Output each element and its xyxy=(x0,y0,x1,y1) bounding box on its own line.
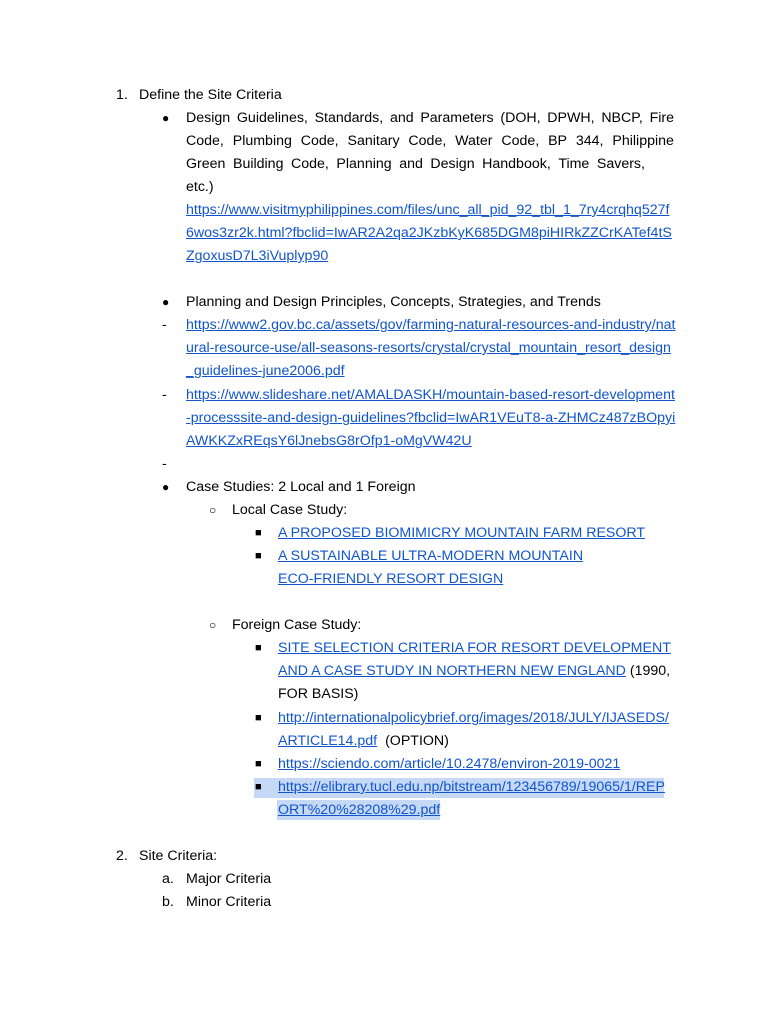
bullet-marker: ● xyxy=(162,480,170,494)
policy-brief-note: (OPTION) xyxy=(385,733,449,749)
local-case-label: Local Case Study: xyxy=(232,502,348,518)
dash-marker: - xyxy=(162,317,167,333)
square-marker: ■ xyxy=(255,527,262,539)
word: Code, xyxy=(291,156,329,172)
slideshare-link[interactable]: https://www.slideshare.net/AMALDASKH/mountain-based-resort-development xyxy=(186,387,675,403)
site-selection-link-cont[interactable]: AND A CASE STUDY IN NORTHERN NEW ENGLAND xyxy=(278,663,626,679)
elibrary-link[interactable]: https://elibrary.tucl.edu.np/bitstream/123456789/19065/1/REP xyxy=(278,779,665,795)
bullet-marker: ● xyxy=(162,295,170,309)
word: Green xyxy=(186,156,226,172)
bullet-marker: ● xyxy=(162,111,170,125)
guidelines-line-1 xyxy=(186,108,674,128)
site-selection-note: (1990, xyxy=(629,663,671,679)
word: Sanitary xyxy=(347,133,400,149)
word: BP xyxy=(548,133,568,149)
site-selection-note-cont: FOR BASIS) xyxy=(278,686,359,702)
foreign-case-label: Foreign Case Study: xyxy=(232,617,362,633)
word: 344, xyxy=(575,133,604,149)
word: Guidelines, xyxy=(236,110,308,126)
dash-marker: - xyxy=(162,387,167,403)
case-studies-text: Case Studies: 2 Local and 1 Foreign xyxy=(186,479,416,495)
word: and xyxy=(389,110,414,126)
word: Philippine xyxy=(612,133,674,149)
dash-marker: - xyxy=(162,456,167,472)
item1-title: Define the Site Criteria xyxy=(139,87,282,103)
word: Design xyxy=(186,110,231,126)
word: (DOH, xyxy=(500,110,541,126)
slideshare-link-cont[interactable]: AWKKZxREqsY6lJnebsG8rOfp1-oMgVW42U xyxy=(186,433,472,449)
sciendo-link[interactable]: https://sciendo.com/article/10.2478/environ-2019-0021 xyxy=(278,756,621,772)
visitmyphilippines-link-cont[interactable]: ZgoxusD7L3iVuplyp90 xyxy=(186,248,329,264)
biomimicry-resort-link[interactable]: A PROPOSED BIOMIMICRY MOUNTAIN FARM RESORT xyxy=(278,525,646,541)
ultra-modern-resort-link-cont[interactable]: ECO-FRIENDLY RESORT DESIGN xyxy=(278,571,504,587)
square-marker: ■ xyxy=(255,712,262,724)
word: Time xyxy=(558,156,590,172)
word: Code, xyxy=(186,133,224,149)
word: Standards, xyxy=(314,110,384,126)
word: and xyxy=(399,156,423,172)
policy-brief-line-2 xyxy=(278,731,449,751)
circle-marker: ○ xyxy=(209,618,217,632)
circle-marker: ○ xyxy=(209,503,217,517)
item2-title: Site Criteria: xyxy=(139,848,218,864)
square-marker: ■ xyxy=(255,781,262,793)
word: Code, xyxy=(501,133,540,149)
word: Water xyxy=(455,133,493,149)
word: Building xyxy=(232,156,284,172)
word: Parameters xyxy=(420,110,494,126)
policy-brief-link[interactable]: http://internationalpolicybrief.org/images/2018/JULY/IJASEDS/ xyxy=(278,710,669,726)
word: Savers, xyxy=(596,156,645,172)
site-selection-line-2 xyxy=(278,661,670,681)
word: DPWH, xyxy=(547,110,595,126)
word: Code, xyxy=(300,133,339,149)
elibrary-link-cont[interactable]: ORT%20%28208%29.pdf xyxy=(278,802,441,818)
list-number-1: 1. xyxy=(116,87,128,103)
word: Design xyxy=(430,156,475,172)
visitmyphilippines-link-cont[interactable]: 6wos3zr2k.html?fbclid=IwAR2A2qa2JKzbKyK685DGM8piHIRkZZCrKATef4tS xyxy=(186,225,672,241)
major-criteria: Major Criteria xyxy=(186,871,272,887)
list-number-2: 2. xyxy=(116,848,128,864)
guidelines-line-2 xyxy=(186,131,674,151)
word: Code, xyxy=(408,133,447,149)
square-marker: ■ xyxy=(255,758,262,770)
word: NBCP, xyxy=(601,110,643,126)
gov-bc-link-cont[interactable]: ural-resource-use/all-seasons-resorts/crystal/crystal_mountain_resort_design xyxy=(186,340,671,356)
visitmyphilippines-link[interactable]: https://www.visitmyphilippines.com/files/unc_all_pid_92_tbl_1_7ry4crqhq527f xyxy=(186,202,670,218)
word: Fire xyxy=(649,110,674,126)
word: Plumbing xyxy=(232,133,292,149)
sub-marker-a: a. xyxy=(162,871,174,887)
word: Handbook, xyxy=(482,156,551,172)
minor-criteria: Minor Criteria xyxy=(186,894,272,910)
square-marker: ■ xyxy=(255,642,262,654)
guidelines-line-4: etc.) xyxy=(186,179,214,195)
sub-marker-b: b. xyxy=(162,894,174,910)
guidelines-line-3 xyxy=(186,154,645,174)
site-selection-link[interactable]: SITE SELECTION CRITERIA FOR RESORT DEVELOPMENT xyxy=(278,640,671,656)
principles-text: Planning and Design Principles, Concepts, Strategies, and Trends xyxy=(186,294,601,310)
slideshare-link-cont[interactable]: -processsite-and-design-guidelines?fbclid=IwAR1VEuT8-a-ZHMCz487zBOpyi xyxy=(186,410,676,426)
policy-brief-link-cont[interactable]: ARTICLE14.pdf xyxy=(278,733,378,749)
gov-bc-link[interactable]: https://www2.gov.bc.ca/assets/gov/farming-natural-resources-and-industry/nat xyxy=(186,317,676,333)
ultra-modern-resort-link[interactable]: A SUSTAINABLE ULTRA-MODERN MOUNTAIN xyxy=(278,548,584,564)
word: Planning xyxy=(336,156,392,172)
square-marker: ■ xyxy=(255,550,262,562)
gov-bc-link-cont[interactable]: _guidelines-june2006.pdf xyxy=(186,363,345,379)
